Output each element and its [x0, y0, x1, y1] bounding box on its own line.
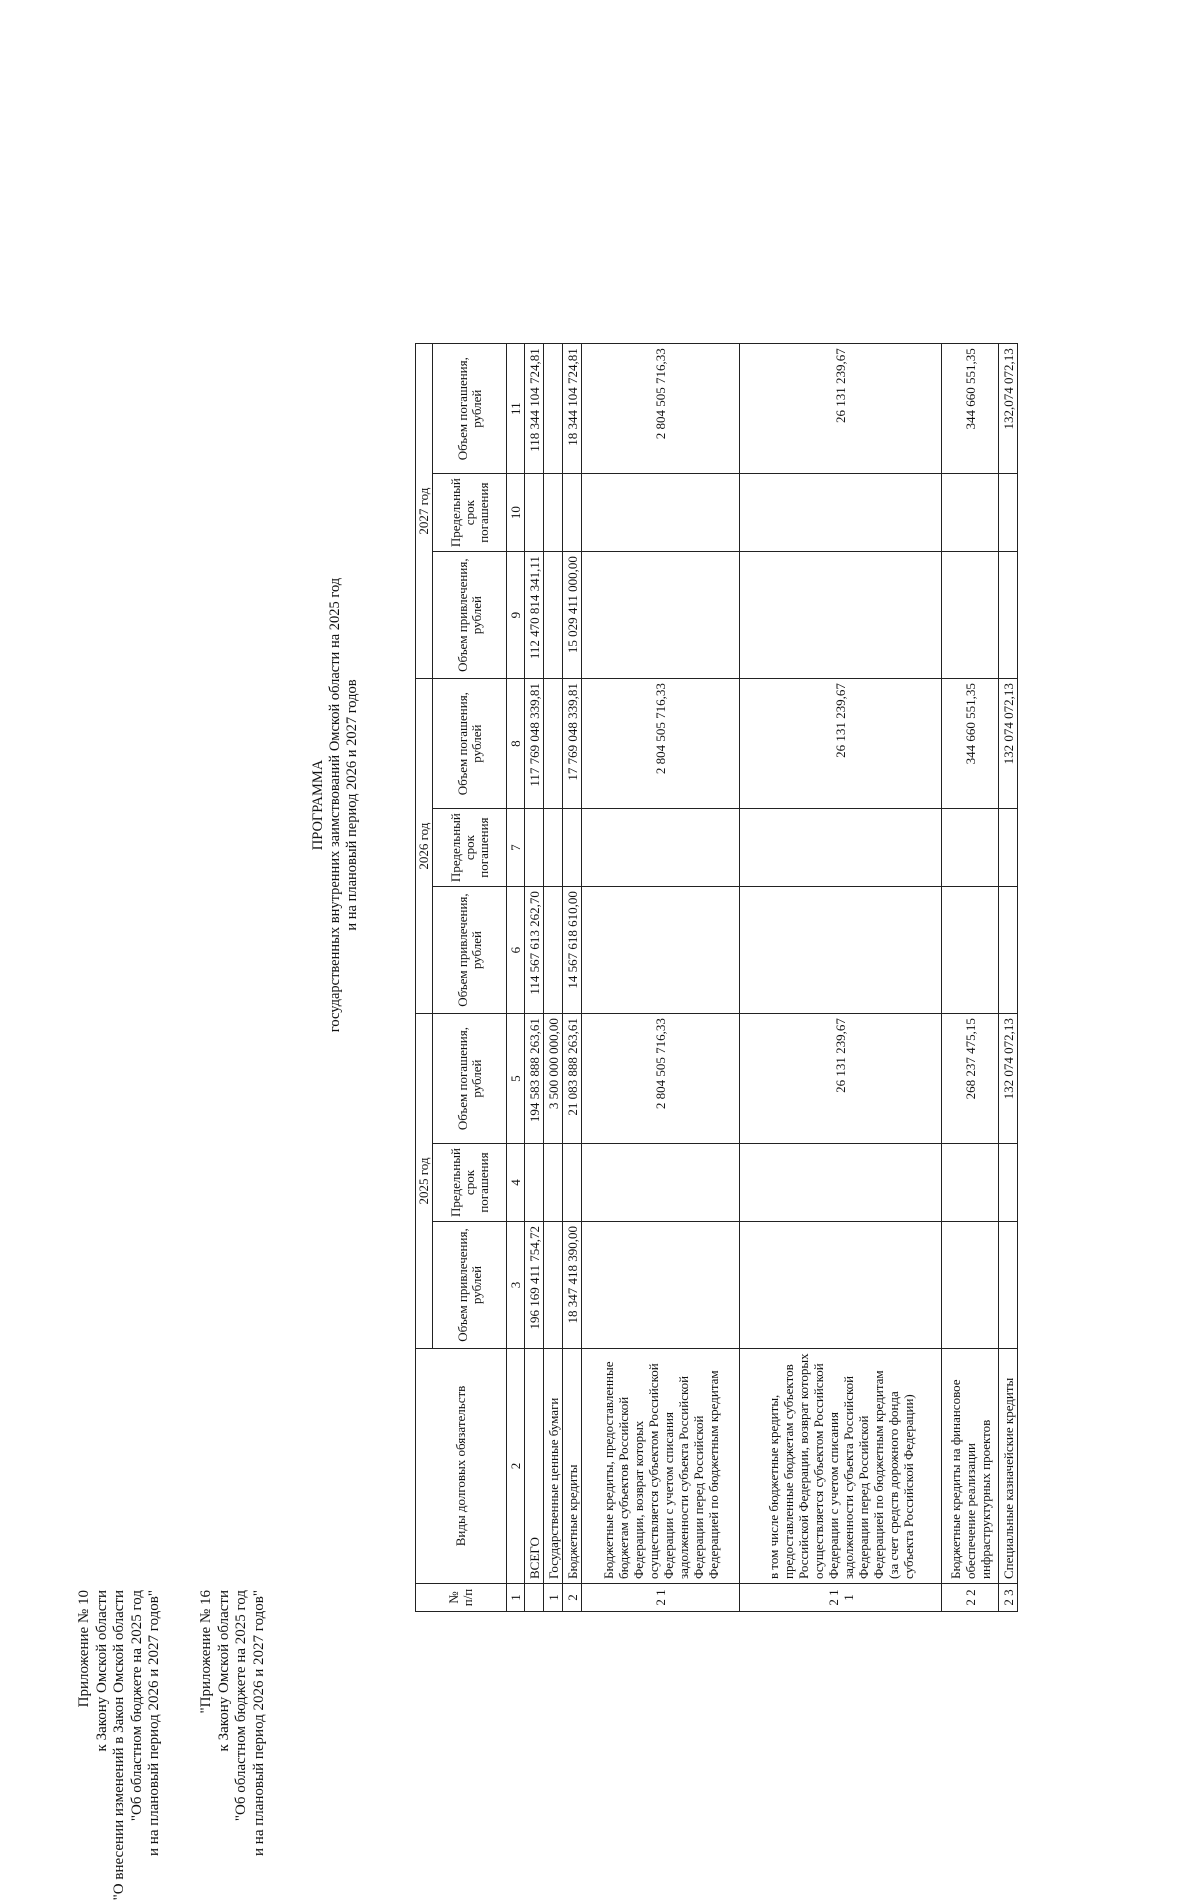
- cell-term-2027: [544, 474, 563, 552]
- row-number: 1: [544, 1584, 563, 1612]
- row-name: ВСЕГО: [525, 1349, 544, 1584]
- cell-attraction-2027: [999, 552, 1018, 679]
- header-attraction: Объем привлечения, рублей: [433, 887, 507, 1014]
- annex-line: к Закону Омской области: [215, 1590, 232, 1752]
- annex-line: "О внесении изменений в Закон Омской области: [111, 1590, 127, 1900]
- annex-line: "Приложение № 16: [198, 1590, 214, 1714]
- cell-repayment-2027: 344 660 551,35: [942, 344, 999, 474]
- column-index: 7: [507, 809, 525, 887]
- column-index: 9: [507, 552, 525, 679]
- column-index: 4: [507, 1144, 525, 1222]
- cell-attraction-2025: [942, 1222, 999, 1349]
- cell-term-2027: [999, 474, 1018, 552]
- header-year-2025: 2025 год: [416, 1014, 433, 1349]
- cell-repayment-2025: 3 500 000 000,00: [544, 1014, 563, 1144]
- column-index: 11: [507, 344, 525, 474]
- column-index: 8: [507, 679, 525, 809]
- cell-repayment-2025: 21 083 888 263,61: [563, 1014, 582, 1144]
- cell-repayment-2025: 132 074 072,13: [999, 1014, 1018, 1144]
- cell-repayment-2027: [544, 344, 563, 474]
- cell-repayment-2027: 118 344 104 724,81: [525, 344, 544, 474]
- annex-line: и на плановый период 2026 и 2027 годов": [250, 1590, 267, 1856]
- cell-repayment-2026: 117 769 048 339,81: [525, 679, 544, 809]
- cell-repayment-2027: 132,074 072,13: [999, 344, 1018, 474]
- cell-term-2026: [525, 809, 544, 887]
- cell-repayment-2026: 17 769 048 339,81: [563, 679, 582, 809]
- annex-line: Приложение № 10: [76, 1590, 92, 1708]
- cell-repayment-2026: 26 131 239,67: [740, 679, 942, 809]
- cell-term-2026: [740, 809, 942, 887]
- row-name: Специальные казначейские кредиты: [999, 1349, 1018, 1584]
- header-repayment: Объем погашения, рублей: [433, 1014, 507, 1144]
- row-number: 2 2: [942, 1584, 999, 1612]
- table-row: [582, 344, 740, 1612]
- row-number: 2: [563, 1584, 582, 1612]
- column-index: 5: [507, 1014, 525, 1144]
- cell-repayment-2026: 344 660 551,35: [942, 679, 999, 809]
- cell-repayment-2027: 18 344 104 724,81: [563, 344, 582, 474]
- row-name: в том числе бюджетные кредиты, предоставленные бюджетам субъектов Российской Федерации, возврат которых осуществляется субъектом Российской Федерации с учетом списания задолженности субъекта Российской Федерации перед Российской Федерацией по бюджетным кредитам (за счет средств дорожного фонда субъекта Российской Федерации): [740, 1349, 942, 1584]
- header-term: Предельный срок погашения: [433, 1144, 507, 1222]
- row-name: Бюджетные кредиты, предоставленные бюджетам субъектов Российской Федерации, возврат которых осуществляется субъектом Российской Федерации с учетом списания задолженности субъекта Российской Федерации перед Российской Федерацией по бюджетным кредитам: [582, 1349, 740, 1584]
- previous-annex-header: [198, 1590, 268, 1856]
- cell-attraction-2025: [582, 1222, 740, 1349]
- header-attraction: Объем привлечения, рублей: [433, 1222, 507, 1349]
- table-row: [999, 344, 1018, 1612]
- cell-attraction-2026: 14 567 618 610,00: [563, 887, 582, 1014]
- title-line: государственных внутренних заимствований Омской области на 2025 год: [327, 577, 343, 1033]
- header-repayment: Объем погашения, рублей: [433, 679, 507, 809]
- cell-term-2027: [740, 474, 942, 552]
- column-index: 2: [507, 1349, 525, 1584]
- cell-term-2026: [544, 809, 563, 887]
- document-title: [310, 355, 361, 1255]
- cell-attraction-2026: [582, 887, 740, 1014]
- cell-attraction-2025: [999, 1222, 1018, 1349]
- cell-repayment-2026: 132 074 072,13: [999, 679, 1018, 809]
- cell-term-2027: [942, 474, 999, 552]
- annex-line: и на плановый период 2026 и 2027 годов": [146, 1590, 162, 1856]
- cell-attraction-2026: [942, 887, 999, 1014]
- cell-term-2027: [525, 474, 544, 552]
- row-number: 2 3: [999, 1584, 1018, 1612]
- header-repayment: Объем погашения, рублей: [433, 344, 507, 474]
- annex-line: "Об областном бюджете на 2025 год: [233, 1590, 249, 1822]
- table-row: [740, 344, 942, 1612]
- row-name: Бюджетные кредиты: [563, 1349, 582, 1584]
- cell-term-2026: [999, 809, 1018, 887]
- cell-repayment-2025: 194 583 888 263,61: [525, 1014, 544, 1144]
- cell-repayment-2026: 2 804 505 716,33: [582, 679, 740, 809]
- cell-attraction-2025: [544, 1222, 563, 1349]
- annex-header: [76, 1590, 164, 1900]
- cell-repayment-2026: [544, 679, 563, 809]
- header-year-2027: 2027 год: [416, 344, 433, 679]
- column-index: 1: [507, 1584, 525, 1612]
- column-index: 3: [507, 1222, 525, 1349]
- cell-attraction-2025: 196 169 411 754,72: [525, 1222, 544, 1349]
- cell-attraction-2026: [999, 887, 1018, 1014]
- cell-term-2025: [525, 1144, 544, 1222]
- row-number: 2 1 1: [740, 1584, 942, 1612]
- cell-attraction-2025: 18 347 418 390,00: [563, 1222, 582, 1349]
- cell-repayment-2025: 2 804 505 716,33: [582, 1014, 740, 1144]
- cell-attraction-2025: [740, 1222, 942, 1349]
- cell-attraction-2027: 15 029 411 000,00: [563, 552, 582, 679]
- header-year-2026: 2026 год: [416, 679, 433, 1014]
- table-row: [525, 344, 544, 1612]
- cell-attraction-2027: [544, 552, 563, 679]
- row-name: Государственные ценные бумаги: [544, 1349, 563, 1584]
- cell-attraction-2027: [582, 552, 740, 679]
- cell-term-2026: [582, 809, 740, 887]
- annex-line: "Об областном бюджете на 2025 год: [128, 1590, 145, 1822]
- header-row: [416, 344, 433, 1612]
- cell-attraction-2026: 114 567 613 262,70: [525, 887, 544, 1014]
- table-row: [563, 344, 582, 1612]
- cell-term-2027: [582, 474, 740, 552]
- cell-term-2025: [563, 1144, 582, 1222]
- header-attraction: Объем привлечения, рублей: [433, 552, 507, 679]
- cell-term-2027: [563, 474, 582, 552]
- table-row: [544, 344, 563, 1612]
- cell-repayment-2025: 26 131 239,67: [740, 1014, 942, 1144]
- cell-repayment-2025: 268 237 475,15: [942, 1014, 999, 1144]
- annex-line: к Закону Омской области: [93, 1590, 110, 1752]
- row-name: Бюджетные кредиты на финансовое обеспечение реализации инфраструктурных проектов: [942, 1349, 999, 1584]
- cell-attraction-2027: 112 470 814 341,11: [525, 552, 544, 679]
- row-number: [525, 1584, 544, 1612]
- cell-term-2026: [942, 809, 999, 887]
- header-kind: Виды долговых обязательств: [416, 1349, 507, 1584]
- cell-repayment-2027: 26 131 239,67: [740, 344, 942, 474]
- title-line: ПРОГРАММА: [310, 759, 326, 851]
- cell-term-2025: [942, 1144, 999, 1222]
- column-index: 10: [507, 474, 525, 552]
- borrowing-program-table: [415, 343, 1018, 1612]
- cell-term-2026: [563, 809, 582, 887]
- table-row: [942, 344, 999, 1612]
- column-index: 6: [507, 887, 525, 1014]
- header-term: Предельный срок погашения: [433, 809, 507, 887]
- column-index-row: [507, 344, 525, 1612]
- cell-term-2025: [544, 1144, 563, 1222]
- cell-repayment-2027: 2 804 505 716,33: [582, 344, 740, 474]
- cell-attraction-2027: [942, 552, 999, 679]
- cell-term-2025: [999, 1144, 1018, 1222]
- row-number: 2 1: [582, 1584, 740, 1612]
- title-line: и на плановый период 2026 и 2027 годов: [344, 679, 360, 931]
- cell-attraction-2026: [544, 887, 563, 1014]
- header-term: Предельный срок погашения: [433, 474, 507, 552]
- cell-attraction-2027: [740, 552, 942, 679]
- header-number: № п/п: [416, 1584, 507, 1612]
- cell-attraction-2026: [740, 887, 942, 1014]
- cell-term-2025: [740, 1144, 942, 1222]
- cell-term-2025: [582, 1144, 740, 1222]
